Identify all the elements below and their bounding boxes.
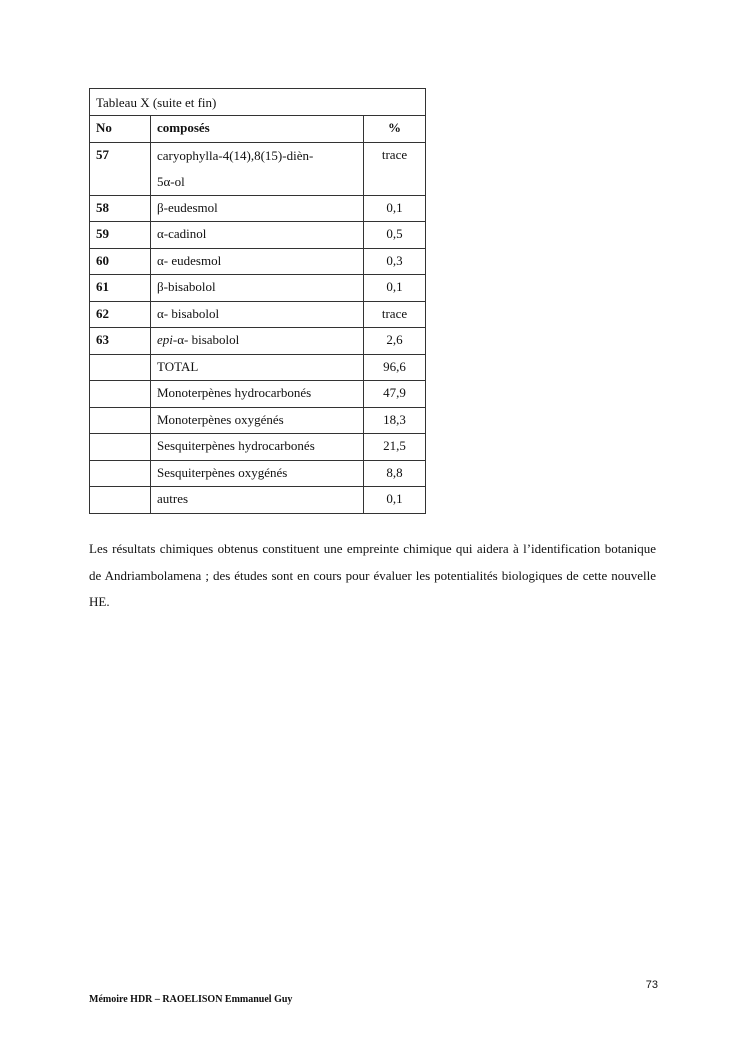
summary-row <box>90 487 426 514</box>
summary-row <box>90 460 426 487</box>
table-row <box>90 142 426 195</box>
compound-name: α-cadinol <box>151 222 364 249</box>
summary-label: Sesquiterpènes oxygénés <box>151 460 364 487</box>
summary-row <box>90 407 426 434</box>
summary-value: 96,6 <box>364 354 426 381</box>
compound-name: α- eudesmol <box>151 248 364 275</box>
row-number: 58 <box>90 195 151 222</box>
empty-cell <box>90 460 151 487</box>
summary-value: 8,8 <box>364 460 426 487</box>
table-row <box>90 275 426 302</box>
row-number: 63 <box>90 328 151 355</box>
compound-name-line2: 5α-ol <box>157 173 185 189</box>
summary-value: 21,5 <box>364 434 426 461</box>
compound-name: β-bisabolol <box>151 275 364 302</box>
percent-value: trace <box>364 301 426 328</box>
table-row <box>90 222 426 249</box>
summary-value: 47,9 <box>364 381 426 408</box>
header-compound: composés <box>151 116 364 143</box>
page-number: 73 <box>645 979 658 991</box>
row-number: 57 <box>90 142 151 195</box>
row-number: 62 <box>90 301 151 328</box>
table-row <box>90 328 426 355</box>
header-no: No <box>90 116 151 143</box>
composition-table <box>89 88 426 514</box>
table-row <box>90 248 426 275</box>
percent-value: 0,5 <box>364 222 426 249</box>
summary-value: 18,3 <box>364 407 426 434</box>
summary-label: Monoterpènes hydrocarbonés <box>151 381 364 408</box>
empty-cell <box>90 487 151 514</box>
empty-cell <box>90 381 151 408</box>
summary-row <box>90 354 426 381</box>
compound-name <box>151 328 364 355</box>
summary-row <box>90 434 426 461</box>
percent-value: trace <box>364 142 426 195</box>
compound-name-rest: -α- bisabolol <box>172 332 240 347</box>
empty-cell <box>90 354 151 381</box>
summary-label: Sesquiterpènes hydrocarbonés <box>151 434 364 461</box>
header-percent: % <box>364 116 426 143</box>
empty-cell <box>90 407 151 434</box>
footer-text: Mémoire HDR – RAOELISON Emmanuel Guy <box>89 994 293 1005</box>
compound-prefix-italic: epi <box>157 332 173 347</box>
summary-label: autres <box>151 487 364 514</box>
table-header-row <box>90 116 426 143</box>
table-row <box>90 301 426 328</box>
empty-cell <box>90 434 151 461</box>
summary-row <box>90 381 426 408</box>
compound-name: β-eudesmol <box>151 195 364 222</box>
table-caption: Tableau X (suite et fin) <box>90 89 426 116</box>
compound-name: α- bisabolol <box>151 301 364 328</box>
table-row <box>90 195 426 222</box>
percent-value: 0,3 <box>364 248 426 275</box>
compound-name <box>151 142 364 195</box>
summary-label: TOTAL <box>151 354 364 381</box>
percent-value: 0,1 <box>364 275 426 302</box>
row-number: 59 <box>90 222 151 249</box>
row-number: 61 <box>90 275 151 302</box>
summary-value: 0,1 <box>364 487 426 514</box>
row-number: 60 <box>90 248 151 275</box>
percent-value: 0,1 <box>364 195 426 222</box>
body-paragraph: Les résultats chimiques obtenus constituent une empreinte chimique qui aidera à l’identification botanique de Andriambolamena ; des études sont en cours pour évaluer les potentialités biologiques de cette nouvelle HE. <box>89 541 656 609</box>
compound-name-line1: caryophylla-4(14),8(15)-dièn- <box>157 147 314 163</box>
percent-value: 2,6 <box>364 328 426 355</box>
summary-label: Monoterpènes oxygénés <box>151 407 364 434</box>
table-caption-row <box>90 89 426 116</box>
